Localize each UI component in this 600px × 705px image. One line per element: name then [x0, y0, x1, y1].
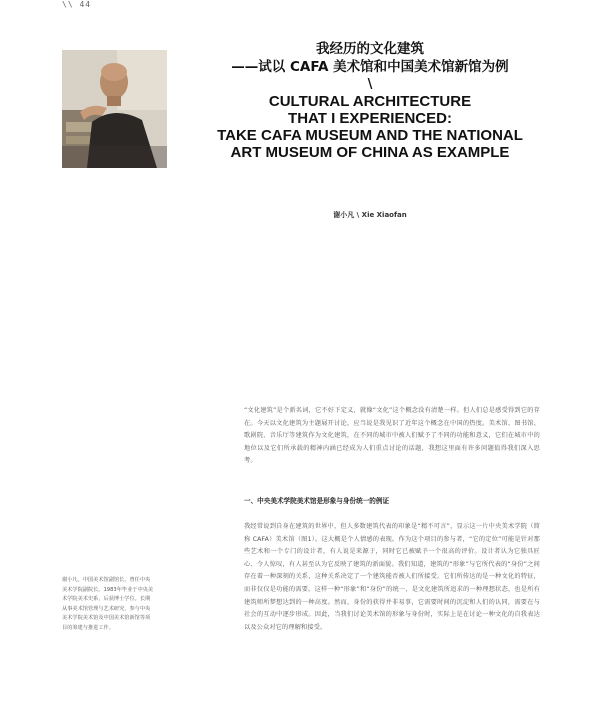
title-separator: \	[367, 77, 373, 92]
page-number: \\ 44	[62, 0, 92, 9]
title-english-line-3: TAKE CAFA MUSEUM AND THE NATIONAL	[217, 127, 523, 144]
body-paragraph: 我经常说到自身在建筑的世界中，但人多数建筑代表的印象是“精不可言”，显示这一片中央美术学院（简称 CAFA）美术馆（图1）。这大概是个人情感的表现。作为这个项目的参与者，“它的定位”可能是针对那些艺术和一个专门的设计者，有人说是来源于，同时它已被赋予一个很高的评价。设计者认为它独具匠心、令人惊叹，有人甚至认为它反映了建筑的新面貌。我们知道，建筑的“形象”与它所代表的“身份”之间存在着一种深刻的关系，这种关系决定了一个建筑能否被人们所接受。它们所传达的是一种文化的特征，而非仅仅是功能的需要。这样一种“形象”和“身份”的统一，是文化建筑所追求的一种理想状态，也是所有建筑师所梦想达到的一种高度。然而，身份的获得并非易事，它需要时间的沉淀和人们的认同，需要在与社会的互动中逐步形成。因此，当我们讨论美术馆的形象与身份时，实际上是在讨论一种文化的自我表达以及公众对它的理解和接受。	[244, 523, 540, 631]
title-block	[205, 40, 535, 161]
author-byline: 谢小凡 \ Xie Xiaofan	[333, 211, 407, 219]
title-chinese-sub: ——试以 CAFA 美术馆和中国美术馆新馆为例	[231, 59, 509, 75]
portrait-image	[62, 50, 167, 168]
title-english-line-4: ART MUSEUM OF CHINA AS EXAMPLE	[230, 144, 510, 161]
section-heading: 一、中央美术学院美术馆是形象与身份统一的例证	[244, 497, 390, 505]
title-english-line-1: CULTURAL ARCHITECTURE	[268, 93, 472, 110]
title-english-line-2: THAT I EXPERIENCED:	[288, 110, 452, 127]
photo-caption: 谢小凡，中国美术馆副馆长，曾任中央美术学院副院长。1983年毕业于中央美术学院美术史系，后获博士学位。长期从事美术馆管理与艺术研究，参与中央美术学院美术馆及中国美术馆新馆等项目的筹建与推进工作。	[62, 577, 154, 631]
author-photo	[62, 50, 167, 168]
intro-paragraph: “文化建筑”是个新名词，它不好下定义，就像“文化”这个概念没有清楚一样。但人们总是感受得到它的存在。今天以文化建筑为主题展开讨论，应当说是我见识了近年这个概念在中国的热度。美术馆、图书馆、歌剧院、音乐厅等建筑作为文化建筑，在不同的城市中被人们赋予了不同的功能和意义，它们在城市中的地位以及它们所承载的精神内涵已经成为人们重点讨论的话题，我想这里面有许多问题值得我们深入思考。	[244, 407, 540, 465]
title-chinese-main: 我经历的文化建筑	[316, 41, 424, 57]
